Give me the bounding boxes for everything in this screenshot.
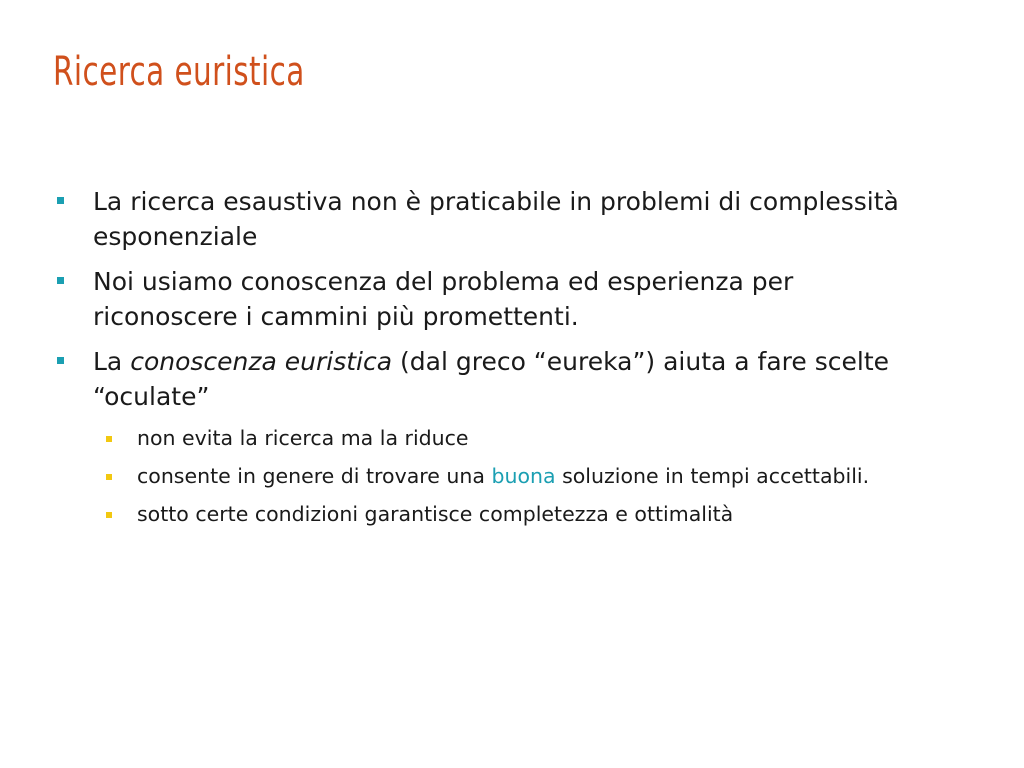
sub-bullet-item (101, 500, 947, 529)
square-bullet-icon (57, 197, 64, 204)
square-sub-bullet-icon (106, 512, 112, 518)
square-bullet-icon (57, 357, 64, 364)
sub-bullet-text: sotto certe condizioni garantisce completezza e ottimalità (137, 502, 734, 526)
bullet-item (55, 184, 933, 254)
bullet-text-suffix: (dal greco “eureka”) aiuta a fare scelte “oculate” (93, 347, 890, 411)
square-sub-bullet-icon (106, 474, 112, 480)
bullet-item (55, 264, 933, 334)
slide-body (55, 184, 955, 538)
slide-title: Ricerca euristica (53, 49, 305, 95)
bullet-text: Noi usiamo conoscenza del problema ed esperienza per riconoscere i cammini più promettenti. (93, 267, 794, 331)
bullet-text: La ricerca esaustiva non è praticabile in problemi di complessità esponenziale (93, 187, 899, 251)
sub-bullet-item (101, 424, 947, 453)
square-sub-bullet-icon (106, 436, 112, 442)
sub-bullet-text: non evita la ricerca ma la riduce (137, 426, 469, 450)
sub-bullet-text-prefix: consente in genere di trovare una (137, 464, 492, 488)
bullet-item (55, 344, 933, 414)
square-bullet-icon (57, 277, 64, 284)
sub-bullet-highlight: buona (491, 464, 556, 488)
sub-bullet-text-suffix: soluzione in tempi accettabili. (555, 464, 870, 488)
bullet-text-emphasis: conoscenza euristica (130, 347, 393, 376)
bullet-text-prefix: La (93, 347, 131, 376)
sub-bullet-item (101, 462, 947, 491)
